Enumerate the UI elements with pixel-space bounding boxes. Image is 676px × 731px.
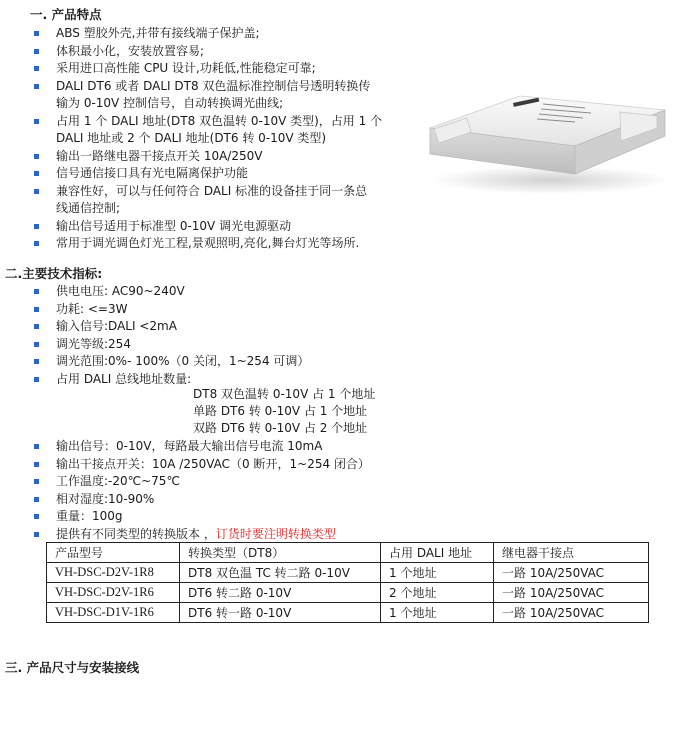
list-item: 输出干接点开关：10A /250VAC（0 断开，1~254 闭合） bbox=[30, 456, 370, 474]
specs-list-2 bbox=[30, 438, 370, 543]
list-item: 输出信号适用于标准型 0-10V 调光电源驱动 bbox=[30, 218, 382, 236]
versions-note-red: 订货时要注明转换类型 bbox=[215, 526, 336, 541]
product-photo bbox=[425, 88, 670, 198]
dali-sub-dt6-dual: 双路 DT6 转 0-10V 占 2 个地址 bbox=[193, 421, 368, 435]
list-item: 输入信号:DALI <2mA bbox=[30, 318, 309, 336]
list-item-versions bbox=[30, 526, 370, 544]
table-cell: VH-DSC-D1V-1R6 bbox=[47, 603, 180, 623]
list-item: 重量：100g bbox=[30, 508, 370, 526]
table-header: 转换类型（DT8） bbox=[180, 543, 381, 563]
dimensions-title: 三. 产品尺寸与安装接线 bbox=[5, 660, 140, 675]
dali-sub-dt8: DT8 双色温转 0-10V 占 1 个地址 bbox=[193, 387, 376, 401]
table-cell: 一路 10A/250VAC bbox=[494, 563, 649, 583]
table-cell: 一路 10A/250VAC bbox=[494, 583, 649, 603]
list-item-continued: 输为 0-10V 控制信号，自动转换调光曲线; bbox=[56, 96, 284, 110]
table-cell: DT6 转一路 0-10V bbox=[180, 603, 381, 623]
table-cell: DT6 转二路 0-10V bbox=[180, 583, 381, 603]
list-item-continued: 线通信控制; bbox=[56, 201, 121, 215]
list-item: 占用 DALI 总线地址数量: bbox=[30, 371, 309, 389]
table-cell: DT8 双色温 TC 转二路 0-10V bbox=[180, 563, 381, 583]
table-row bbox=[47, 583, 649, 603]
table-header: 继电器干接点 bbox=[494, 543, 649, 563]
table-cell: VH-DSC-D2V-1R6 bbox=[47, 583, 180, 603]
specs-title: 二.主要技术指标: bbox=[5, 266, 103, 281]
list-item: 工作温度:-20℃~75℃ bbox=[30, 473, 370, 491]
specs-list bbox=[30, 283, 309, 388]
list-item: 常用于调光调色灯光工程,景观照明,亮化,舞台灯光等场所. bbox=[30, 235, 382, 253]
list-item: DALI DT6 或者 DALI DT8 双色温标准控制信号透明转换传 bbox=[30, 78, 382, 96]
list-item: 供电电压: AC90~240V bbox=[30, 283, 309, 301]
table-cell: 2 个地址 bbox=[381, 583, 494, 603]
list-item: 信号通信接口具有光电隔离保护功能 bbox=[30, 165, 382, 183]
features-title: 一. 产品特点 bbox=[30, 7, 102, 22]
list-item: 兼容性好，可以与任何符合 DALI 标准的设备挂于同一条总 bbox=[30, 183, 382, 201]
list-item: 采用进口高性能 CPU 设计,功耗低,性能稳定可靠; bbox=[30, 60, 382, 78]
list-item: 体积最小化，安装放置容易; bbox=[30, 43, 382, 61]
table-header-row bbox=[47, 543, 649, 563]
model-table bbox=[46, 542, 649, 623]
list-item: 功耗: <=3W bbox=[30, 301, 309, 319]
list-item-continued: DALI 地址或 2 个 DALI 地址(DT6 转 0-10V 类型) bbox=[56, 131, 327, 145]
table-row bbox=[47, 563, 649, 583]
table-cell: 一路 10A/250VAC bbox=[494, 603, 649, 623]
list-item: 调光等级:254 bbox=[30, 336, 309, 354]
table-header: 占用 DALI 地址 bbox=[381, 543, 494, 563]
list-item: ABS 塑胶外壳,并带有接线端子保护盖; bbox=[30, 25, 382, 43]
list-item: 相对湿度:10-90% bbox=[30, 491, 370, 509]
features-list bbox=[30, 25, 382, 253]
table-row bbox=[47, 603, 649, 623]
list-item: 输出一路继电器干接点开关 10A/250V bbox=[30, 148, 382, 166]
table-cell: VH-DSC-D2V-1R8 bbox=[47, 563, 180, 583]
versions-note: 提供有不同类型的转换版本 ， bbox=[56, 526, 216, 541]
table-cell: 1 个地址 bbox=[381, 603, 494, 623]
dali-sub-dt6-single: 单路 DT6 转 0-10V 占 1 个地址 bbox=[193, 404, 368, 418]
list-item: 输出信号：0-10V，每路最大输出信号电流 10mA bbox=[30, 438, 370, 456]
list-item: 占用 1 个 DALI 地址(DT8 双色温转 0-10V 类型)，占用 1 个 bbox=[30, 113, 382, 131]
table-cell: 1 个地址 bbox=[381, 563, 494, 583]
table-header: 产品型号 bbox=[47, 543, 180, 563]
list-item: 调光范围:0%- 100%（0 关闭，1~254 可调） bbox=[30, 353, 309, 371]
